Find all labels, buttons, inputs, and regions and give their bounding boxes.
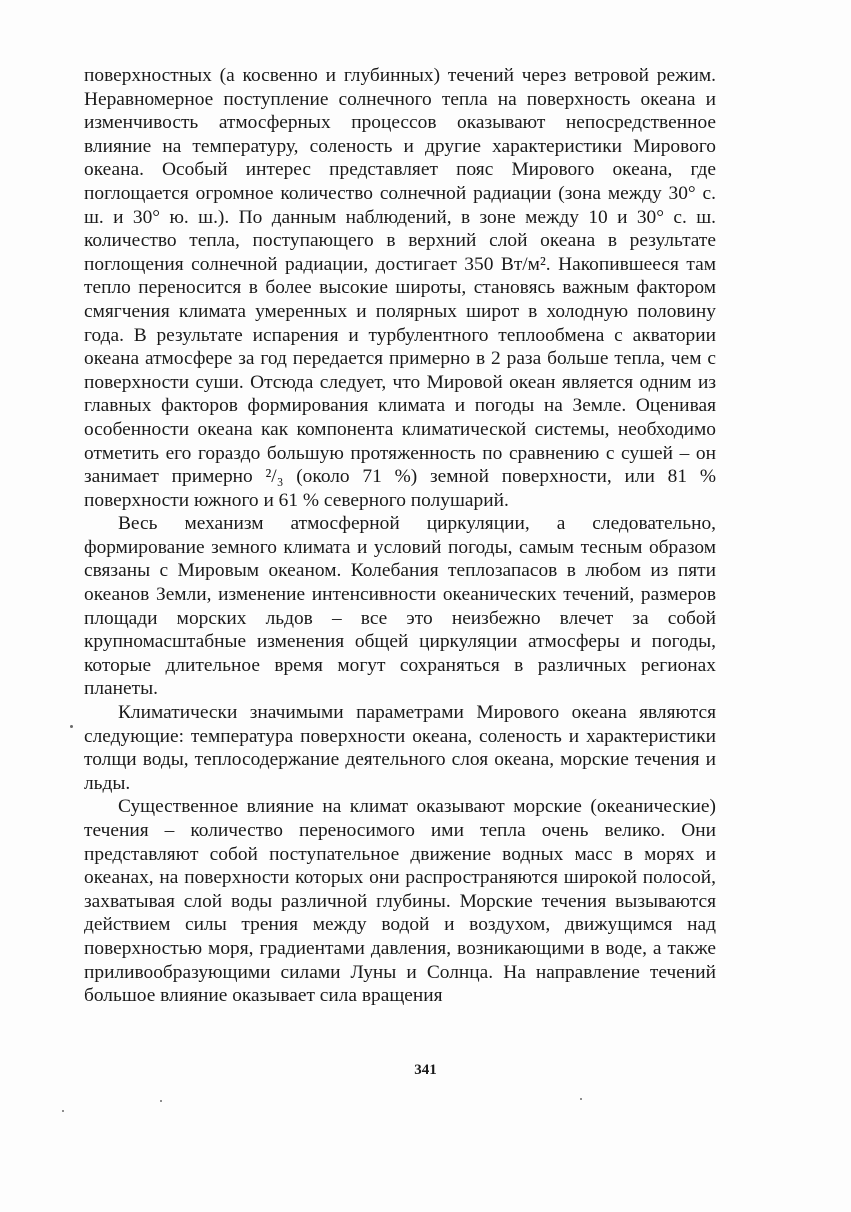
paragraph-3: Климатически значимыми параметрами Мирового океана являются следующие: температура поверхности океана, соленость и характеристики толщи воды, теплосодержание деятельного слоя океана, морские течения и льды.: [84, 702, 716, 794]
paragraph-1: поверхностных (а косвенно и глубинных) течений через ветровой режим. Неравномерное поступление солнечного тепла на поверхность океана и изменчивость атмосферных процессов оказывают непосредственное влияние на температуру, соленость и другие характеристики Мирового океана. Особый интерес представляет пояс Мирового океана, где поглощается огромное количество солнечной радиации (зона между 30° с. ш. и 30° ю. ш.). По данным наблюдений, в зоне между 10 и 30° с. ш. количество тепла, поступающего в верхний слой океана в результате поглощения солнечной радиации, достигает 350 Вт/м². Накопившееся там тепло переносится в более высокие широты, становясь важным фактором смягчения климата умеренных и полярных широт в холодную половину года. В результате испарения и турбулентного теплообмена с акватории океана атмосфере за год передается примерно в 2 раза больше тепла, чем с поверхности суши. Отсюда следует, что Мировой океан является одним из главных факторов формирования климата и погоды на Земле. Оценивая особенности океана как компонента климатической системы, необходимо отметить его гораздо большую протяженность по сравнению с сушей – он занимает примерно ²/₃ (около 71 %) земной поверхности, или 81 % поверхности южного и 61 % северного полушарий.: [84, 65, 716, 511]
scan-speck: [160, 1100, 162, 1102]
page-number: 341: [414, 1062, 437, 1078]
scan-speck: [580, 1098, 582, 1100]
paragraph-2: Весь механизм атмосферной циркуляции, а следовательно, формирование земного климата и условий погоды, самым тесным образом связаны с Мировым океаном. Колебания теплозапасов в любом из пяти океанов Земли, изменение интенсивности океанических течений, размеров площади морских льдов – все это неизбежно влечет за собой крупномасштабные изменения общей циркуляции атмосферы и погоды, которые длительное время могут сохраняться в различных регионах планеты.: [84, 513, 716, 700]
scan-speck: [70, 725, 73, 728]
scan-speck: [62, 1110, 64, 1112]
paragraph-4: Существенное влияние на климат оказывают морские (океанические) течения – количество переносимого ими тепла очень велико. Они представляют собой поступательное движение водных масс в морях и океанах, на поверхности которых они распространяются широкой полосой, захватывая слой воды различной глубины. Морские течения вызываются действием силы трения между водой и воздухом, движущимся над поверхностью моря, градиентами давления, возникающими в воде, а также приливообразующими силами Луны и Солнца. На направление течений большое влияние оказывает сила вращения: [84, 796, 716, 1007]
body-text: [84, 64, 716, 1008]
